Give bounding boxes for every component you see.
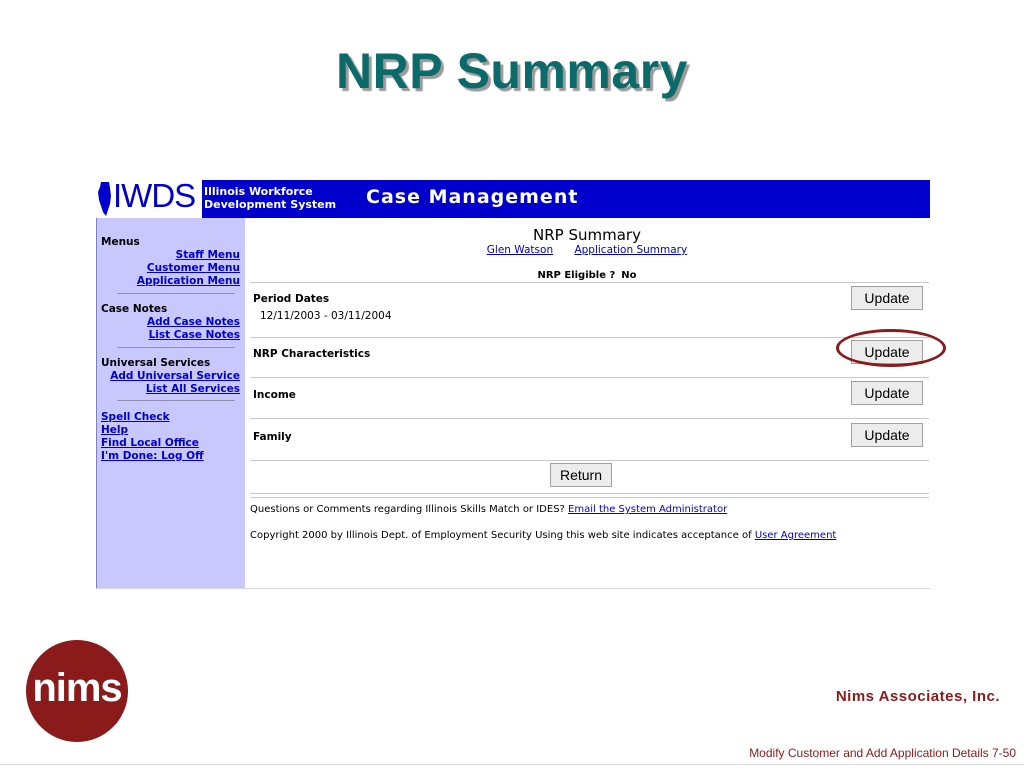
customer-menu-link[interactable]: Customer Menu bbox=[146, 262, 240, 274]
slide-bottom-divider bbox=[0, 764, 1024, 765]
update-income-button[interactable]: Update bbox=[851, 381, 923, 405]
copyright-label: Copyright 2000 by Illinois Dept. of Employment Security Using this web site indicates acceptance of bbox=[250, 530, 752, 541]
page-title: NRP Summary bbox=[533, 226, 641, 244]
system-name-line2: Development System bbox=[204, 198, 337, 211]
illinois-state-icon bbox=[98, 182, 112, 216]
application-menu-link[interactable]: Application Menu bbox=[136, 275, 240, 287]
page-sublinks bbox=[244, 244, 930, 256]
iwds-logo-text: IWDS bbox=[113, 177, 196, 214]
section-nrp-characteristics bbox=[250, 338, 929, 378]
slide-footer: Modify Customer and Add Application Details 7-50 bbox=[749, 746, 1016, 760]
application-summary-link[interactable]: Application Summary bbox=[574, 244, 688, 256]
app-banner bbox=[96, 177, 930, 218]
spell-check-link[interactable]: Spell Check bbox=[101, 411, 170, 423]
log-off-link[interactable]: I'm Done: Log Off bbox=[101, 450, 204, 462]
list-all-services-link[interactable]: List All Services bbox=[145, 383, 240, 395]
update-family-button[interactable]: Update bbox=[851, 423, 923, 447]
company-name: Nims Associates, Inc. bbox=[835, 688, 1000, 705]
menus-heading: Menus bbox=[101, 236, 140, 248]
section-period-dates bbox=[250, 283, 929, 338]
iwds-screenshot bbox=[96, 177, 930, 589]
staff-menu-link[interactable]: Staff Menu bbox=[175, 249, 240, 261]
section-label: Income bbox=[253, 389, 296, 401]
module-title: Case Management bbox=[366, 186, 579, 208]
add-case-notes-link[interactable]: Add Case Notes bbox=[146, 316, 240, 328]
email-administrator-link[interactable]: Email the System Administrator bbox=[568, 504, 728, 515]
nims-logo-text: nims bbox=[32, 666, 122, 710]
nrp-eligible-label: NRP Eligible ? bbox=[537, 270, 616, 281]
system-name bbox=[204, 185, 336, 211]
main-content bbox=[244, 218, 930, 588]
tools-group bbox=[101, 411, 240, 463]
help-link[interactable]: Help bbox=[101, 424, 129, 436]
list-case-notes-link[interactable]: List Case Notes bbox=[148, 329, 240, 341]
nrp-sections bbox=[250, 282, 929, 498]
nrp-eligible-value: No bbox=[621, 270, 637, 281]
universal-services-group bbox=[101, 357, 240, 396]
customer-name-link[interactable]: Glen Watson bbox=[486, 244, 554, 256]
slide-title: NRP Summary bbox=[336, 43, 688, 99]
section-label: NRP Characteristics bbox=[253, 348, 371, 360]
footer-divider bbox=[250, 493, 929, 494]
user-agreement-link[interactable]: User Agreement bbox=[754, 530, 837, 541]
return-button[interactable]: Return bbox=[550, 463, 612, 487]
section-label: Family bbox=[253, 431, 292, 443]
add-universal-service-link[interactable]: Add Universal Service bbox=[110, 370, 240, 382]
iwds-logo bbox=[96, 177, 202, 218]
case-notes-group bbox=[101, 303, 240, 342]
nims-logo bbox=[26, 640, 128, 742]
questions-text bbox=[250, 504, 727, 515]
system-name-line1: Illinois Workforce bbox=[204, 185, 313, 198]
nrp-eligible bbox=[244, 270, 930, 281]
section-income bbox=[250, 378, 929, 419]
case-notes-heading: Case Notes bbox=[101, 303, 168, 315]
sidebar-divider bbox=[117, 400, 235, 401]
universal-services-heading: Universal Services bbox=[101, 357, 211, 369]
sidebar bbox=[96, 218, 245, 588]
update-period-dates-button[interactable]: Update bbox=[851, 286, 923, 310]
section-label: Period Dates bbox=[253, 293, 330, 305]
questions-label: Questions or Comments regarding Illinois Skills Match or IDES? bbox=[250, 504, 565, 515]
sidebar-divider bbox=[117, 347, 235, 348]
menus-group bbox=[101, 236, 240, 288]
section-family bbox=[250, 419, 929, 461]
update-nrp-characteristics-button[interactable]: Update bbox=[851, 340, 923, 364]
copyright-text bbox=[250, 530, 836, 541]
sidebar-divider bbox=[117, 293, 235, 294]
period-dates-value: 12/11/2003 - 03/11/2004 bbox=[260, 310, 392, 322]
update-highlight-circle bbox=[836, 329, 946, 367]
find-local-office-link[interactable]: Find Local Office bbox=[101, 437, 199, 449]
